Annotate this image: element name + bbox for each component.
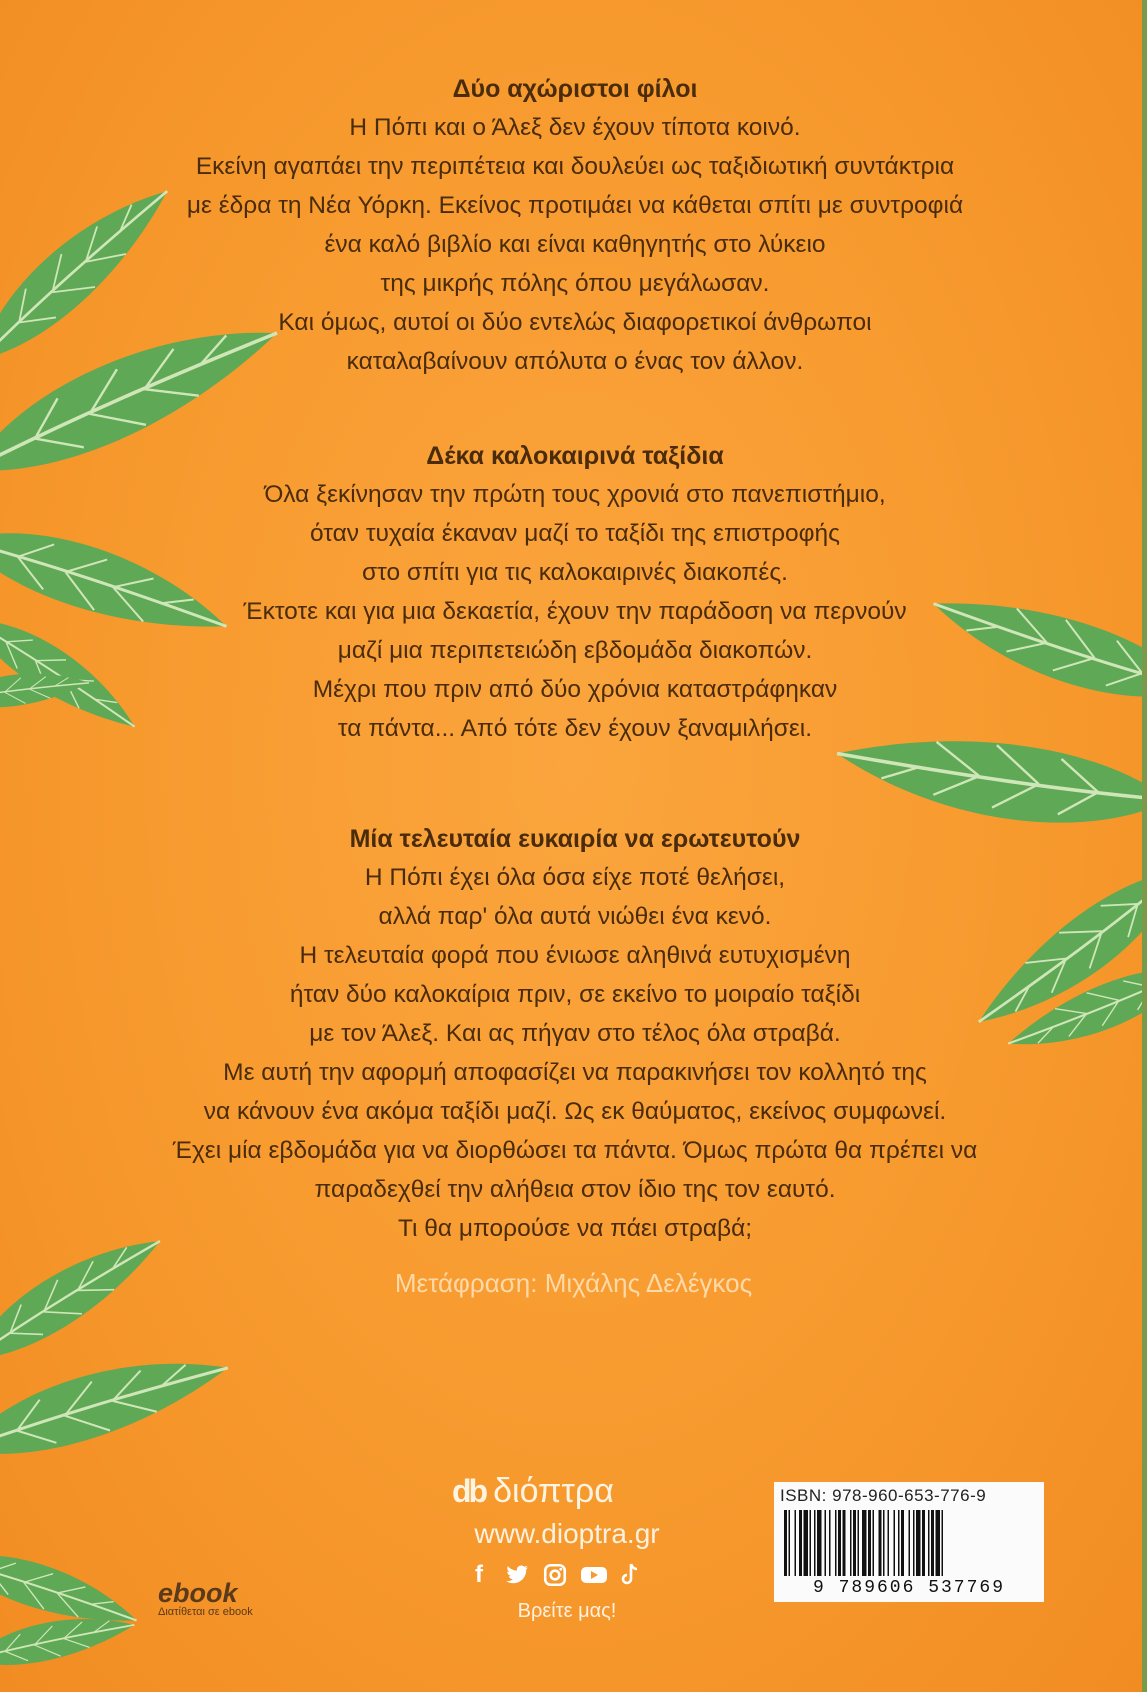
tiktok-icon <box>618 1562 644 1588</box>
ebook-label: ebook <box>158 1578 238 1608</box>
text-line: Μέχρι που πριν από δύο χρόνια καταστράφηκαν <box>312 676 838 703</box>
text-line: της μικρής πόλης όπου μεγάλωσαν. <box>380 270 770 297</box>
publisher-website: www.dioptra.gr <box>474 1518 660 1549</box>
ebook-badge <box>158 1578 253 1618</box>
text-line: Έκτοτε και για μια δεκαετία, έχουν την παράδοση να περνούν <box>243 598 907 625</box>
text-line: Τι θα μπορούσε να πάει στραβά; <box>397 1215 753 1242</box>
isbn-barcode-box <box>774 1482 1044 1602</box>
text-line: Εκείνη αγαπάει την περιπέτεια και δουλεύει ως ταξιδιωτική συντάκτρια <box>195 153 955 180</box>
text-line: Έχει μία εβδομάδα για να διορθώσει τα πάντα. Όμως πρώτα θα πρέπει να <box>172 1137 978 1164</box>
instagram-icon <box>542 1562 568 1588</box>
text-line: ήταν δύο καλοκαίρια πριν, σε εκείνο το μοιραίο ταξίδι <box>289 981 861 1008</box>
translator-credit: Μετάφραση: Μιχάλης Δελέγκος <box>394 1268 753 1298</box>
text-line: μαζί μια περιπετειώδη εβδομάδα διακοπών. <box>337 637 813 664</box>
text-line: στο σπίτι για τις καλοκαιρινές διακοπές. <box>362 559 788 586</box>
section-friends <box>120 70 1030 381</box>
ebook-note: Διατίθεται σε ebook <box>158 1606 253 1618</box>
twitter-icon <box>504 1562 530 1588</box>
text-line: καταλαβαίνουν απόλυτα ο ένας τον άλλον. <box>346 348 804 375</box>
isbn-digits: 9 789606 537769 <box>812 1578 1006 1598</box>
cover-edge <box>1142 0 1147 1692</box>
text-line: με έδρα τη Νέα Υόρκη. Εκείνος προτιμάει να κάθεται σπίτι με συντροφιά <box>186 192 964 219</box>
text-line: αλλά παρ' όλα αυτά νιώθει ένα κενό. <box>378 903 772 930</box>
social-icons <box>466 1562 644 1588</box>
section-heading: Μία τελευταία ευκαιρία να ερωτευτούν <box>349 825 801 853</box>
text-line: Όλα ξεκίνησαν την πρώτη τους χρονιά στο πανεπιστήμιο, <box>264 481 886 508</box>
text-line: με τον Άλεξ. Και ας πήγαν στο τέλος όλα στραβά. <box>309 1020 841 1047</box>
find-us-label: Βρείτε μας! <box>517 1600 617 1622</box>
youtube-icon <box>580 1562 606 1588</box>
isbn-label: ISBN: 978-960-653-776-9 <box>780 1486 987 1505</box>
text-line: Η τελευταία φορά που ένιωσε αληθινά ευτυχισμένη <box>299 942 851 969</box>
text-line: παραδεχθεί την αλήθεια στον ίδιο της τον εαυτό. <box>314 1176 836 1203</box>
text-line: Και όμως, αυτοί οι δύο εντελώς διαφορετικοί άνθρωποι <box>278 309 872 336</box>
text-line: όταν τυχαία έκαναν μαζί το ταξίδι της επιστροφής <box>310 520 840 547</box>
text-line: να κάνουν ένα ακόμα ταξίδι μαζί. Ως εκ θαύματος, εκείνος συμφωνεί. <box>203 1098 947 1125</box>
text-line: Με αυτή την αφορμή αποφασίζει να παρακινήσει τον κολλητό της <box>223 1059 927 1086</box>
publisher-mark: db <box>452 1473 486 1509</box>
section-summer-trips <box>120 437 1030 748</box>
text-line: ένα καλό βιβλίο και είναι καθηγητής στο λύκειο <box>324 231 826 258</box>
section-heading: Δέκα καλοκαιρινά ταξίδια <box>426 442 724 470</box>
section-heading: Δύο αχώριστοι φίλοι <box>452 75 698 103</box>
publisher-name: διόπτρα <box>493 1472 614 1510</box>
facebook-icon: f <box>475 1561 483 1588</box>
section-last-chance <box>120 820 1030 1248</box>
text-line: Η Πόπι και ο Άλεξ δεν έχουν τίποτα κοινό. <box>349 114 801 141</box>
text-line: Η Πόπι έχει όλα όσα είχε ποτέ θελήσει, <box>364 864 786 891</box>
publisher-logo <box>452 1472 614 1511</box>
text-line: τα πάντα... Από τότε δεν έχουν ξαναμιλήσει. <box>337 715 813 742</box>
barcode <box>780 1510 1038 1576</box>
